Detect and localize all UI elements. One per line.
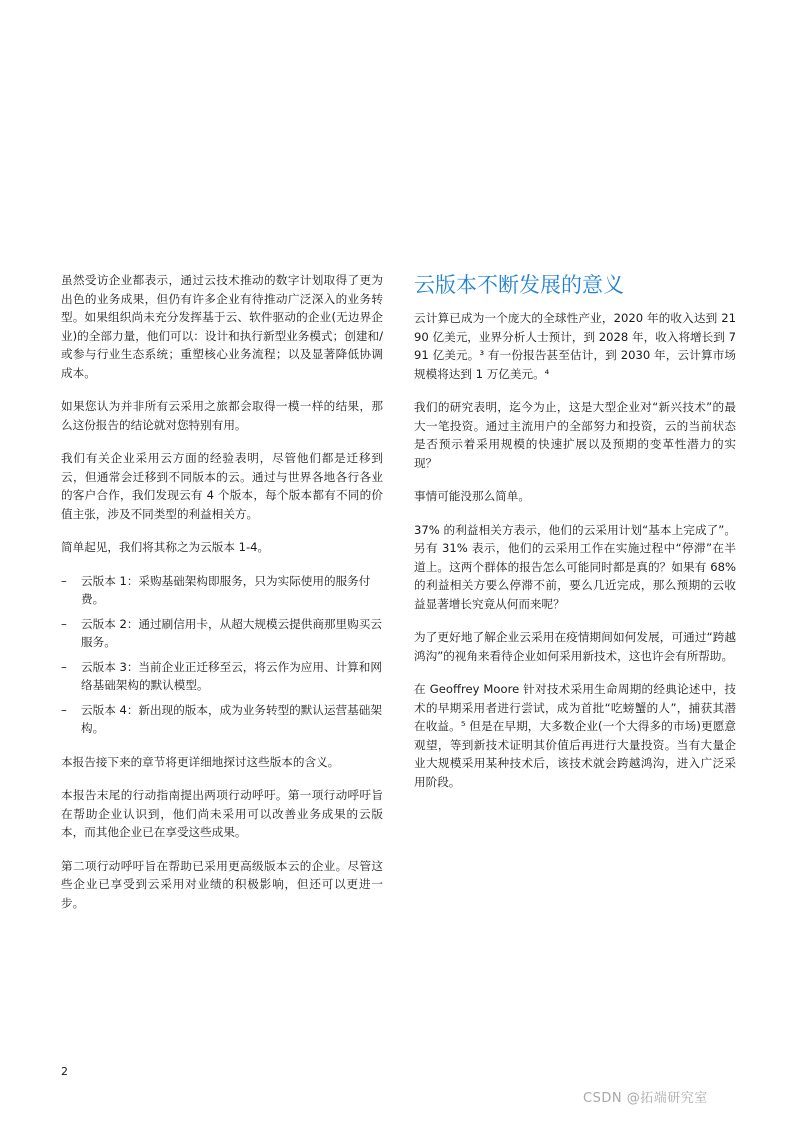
body-paragraph: 虽然受访企业都表示，通过云技术推动的数字计划取得了更为出色的业务成果，但仍有许多企业有待推动广泛深入的业务转型。如果组织尚未充分发挥基于云、软件驱动的企业(无边界企业)的全部力量，他们可以：设计和执行新型业务模式；创建和/或参与行业生态系统；重塑核心业务流程；以及显著降低协调成本。: [61, 273, 383, 380]
right-column: [414, 271, 736, 806]
body-paragraph: 我们的研究表明，迄今为止，这是大型企业对“新兴技术”的最大一笔投资。通过主流用户的全部努力和投资，云的当前状态是否预示着采用规模的快速扩展以及预期的变革性潜力的实现？: [414, 400, 736, 470]
body-paragraph: 简单起见，我们将其称之为云版本 1-4。: [61, 540, 270, 554]
body-paragraph: 为了更好地了解企业云采用在疫情期间如何发展，可通过“跨越鸿沟”的视角来看待企业如何采用新技术，这也许会有所帮助。: [414, 630, 736, 663]
list-item: – 云版本 4：新出现的版本，成为业务转型的默认运营基础架构。: [61, 701, 383, 738]
body-paragraph: 事情可能没那么简单。: [414, 489, 530, 503]
body-paragraph: 本报告接下来的章节将更详细地探讨这些版本的含义。: [61, 754, 340, 769]
body-paragraph: 如果您认为并非所有云采用之旅都会取得一模一样的结果，那么这份报告的结论就对您特别有用。: [61, 399, 383, 432]
body-paragraph: 我们有关企业采用云方面的经验表明，尽管他们都是迁移到云，但通常会迁移到不同版本的云。通过与世界各地各行各业的客户合作，我们发现云有 4 个版本，每个版本都有不同的价值主张，涉及不同类型的利益相关方。: [61, 451, 383, 521]
cloud-version-list: [61, 572, 383, 738]
body-paragraph: 在 Geoffrey Moore 针对技术采用生命周期的经典论述中，技术的早期采用者进行尝试，成为首批“吃螃蟹的人”，捕获其潜在收益。⁵ 但是在早期，大多数企业(一个大得多的市场)更愿意观望，等到新技术证明其价值后再进行大量投资。当有大量企业大规模采用某种技术后，该技术就会跨越鸿沟，进入广泛采用阶段。: [414, 682, 736, 789]
watermark: CSDN @拓端研究室: [583, 1091, 708, 1106]
list-item: – 云版本 1：采购基础架构即服务，只为实际使用的服务付费。: [61, 572, 383, 609]
body-paragraph: 云计算已成为一个庞大的全球性产业，2020 年的收入达到 2190 亿美元，业界分析人士预计，到 2028 年，收入将增长到 791 亿美元。³ 有一份报告甚至估计，到 2030 年，云计算市场规模将达到 1 万亿美元。⁴: [414, 311, 736, 381]
list-item: – 云版本 3：当前企业正迁移至云，将云作为应用、计算和网络基础架构的默认模型。: [61, 658, 383, 695]
section-heading: 云版本不断发展的意义: [414, 273, 624, 297]
body-paragraph: 第二项行动呼吁旨在帮助已采用更高级版本云的企业。尽管这些企业已享受到云采用对业绩的积极影响，但还可以更进一步。: [61, 858, 383, 910]
list-item: – 云版本 2：通过刷信用卡，从超大规模云提供商那里购买云服务。: [61, 615, 383, 652]
body-paragraph: 本报告末尾的行动指南提出两项行动呼吁。第一项行动呼吁旨在帮助企业认识到，他们尚未采用可以改善业务成果的云版本，而其他企业已在享受这些成果。: [61, 788, 383, 839]
page-number: 2: [61, 1065, 68, 1078]
left-column: [61, 271, 383, 927]
body-paragraph: 37% 的利益相关方表示，他们的云采用计划“基本上完成了”。另有 31% 表示，他们的云采用工作在实施过程中“停滞”在半道上。这两个群体的报告怎么可能同时都是真的？如果有 68% 的利益相关方要么停滞不前，要么几近完成，那么预期的云收益显著增长究竟从何而来呢？: [414, 522, 736, 611]
